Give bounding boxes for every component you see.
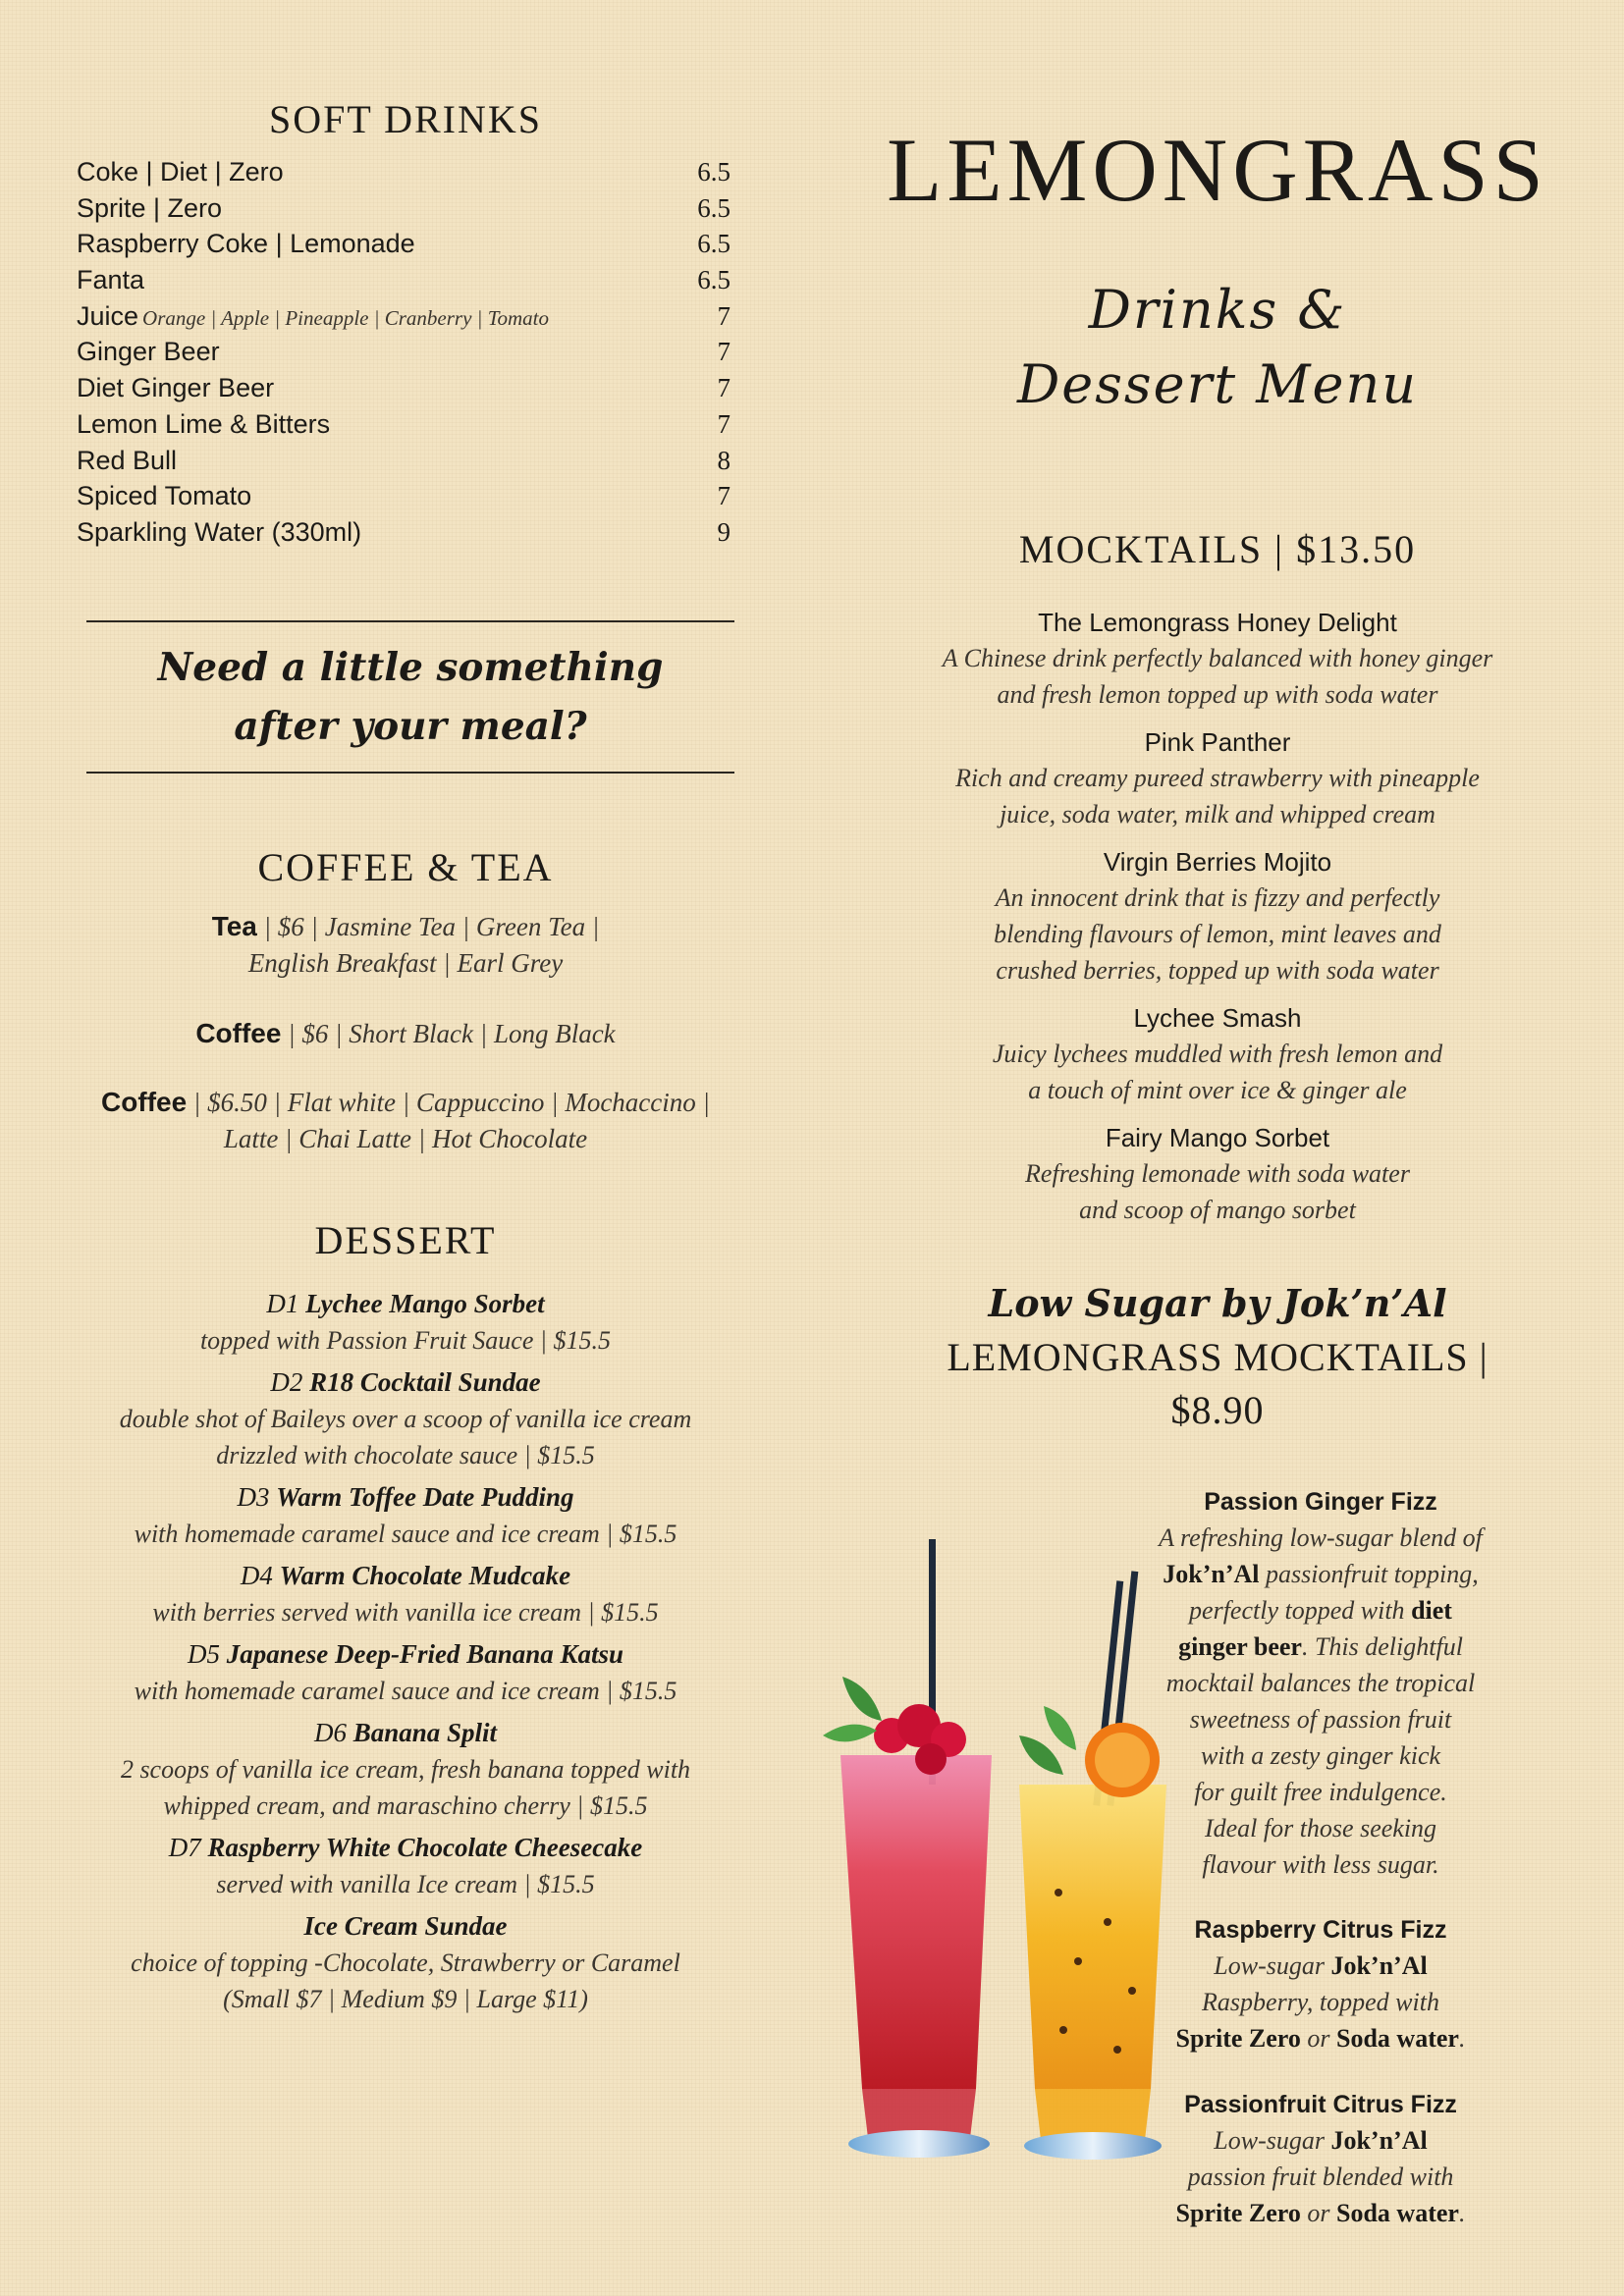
fizz-desc-line: with a zesty ginger kick [1200,1741,1441,1770]
dessert-list [77,1286,734,2023]
menu-subtitle [864,273,1571,422]
mocktail-desc: A Chinese drink perfectly balanced with honey ginger [942,644,1493,672]
mixer-name: Soda water [1336,2199,1459,2227]
dessert-name [77,1715,734,1751]
fizz-desc-line: sweetness of passion fruit [1189,1705,1452,1734]
dessert-name [77,1558,734,1594]
fizz-desc-line: mocktail balances the tropical [1165,1669,1476,1697]
dessert-name [77,1830,734,1866]
fizz-desc-line [1139,2020,1502,2056]
drink-price: 7 [717,300,731,331]
mixer-name: Sprite Zero [1175,2024,1301,2053]
drink-price: 8 [717,445,731,475]
mocktail-desc: Juicy lychees muddled with fresh lemon and [992,1040,1443,1068]
fizz-desc [1139,1948,1502,2056]
coffee-tea-heading: COFFEE & TEA [257,845,554,889]
dessert-code: D2 [270,1367,310,1397]
drink-price: 7 [717,481,731,511]
list-item [77,409,731,446]
mocktail-desc: Refreshing lemonade with soda water [1025,1159,1410,1188]
tagline-line: Need a little something [157,645,664,690]
list-item [77,193,731,230]
dessert-desc: double shot of Baileys over a scoop of vanilla ice cream [119,1405,692,1433]
dessert-title: Lychee Mango Sorbet [305,1289,545,1318]
drink-price: 6.5 [697,265,731,295]
fizz-desc-line [1139,2195,1502,2231]
fizz-desc-line [1139,1592,1502,1629]
fizz-name: Passionfruit Citrus Fizz [1184,2091,1457,2118]
list-item [77,1479,734,1552]
low-sugar-subtitle-line: LEMONGRASS MOCKTAILS | [947,1335,1489,1379]
dessert-title: R18 Cocktail Sundae [309,1367,541,1397]
fizz-desc-text: or [1300,2199,1337,2227]
coffee-label: Coffee [101,1087,188,1117]
fizz-desc-line [1139,1948,1502,1984]
drink-price: 7 [717,408,731,439]
mocktail-list [864,605,1571,1240]
dessert-code: D6 [313,1718,353,1747]
mocktail-desc: and scoop of mango sorbet [1079,1196,1356,1224]
soft-drinks-heading: SOFT DRINKS [269,97,542,141]
dessert-desc: topped with Passion Fruit Sauce | $15.5 [199,1326,612,1355]
fizz-desc-line: Ideal for those seeking [1204,1814,1437,1842]
mint-leaf [1019,1735,1063,1775]
brand-name: Jok’n’Al [1330,1951,1428,1980]
dessert-title: Japanese Deep-Fried Banana Katsu [226,1639,624,1669]
dessert-desc: 2 scoops of vanilla ice cream, fresh banana topped with [120,1755,691,1784]
tea-label: Tea [211,911,257,941]
list-item [77,1636,734,1709]
dessert-heading: DESSERT [314,1218,497,1262]
fizz-desc-line: passion fruit blended with [1187,2163,1454,2191]
tagline-line: after your meal? [234,704,587,749]
drink-name: Lemon Lime & Bitters [77,408,331,439]
low-sugar-subtitle [864,1331,1571,1437]
orange-slice-inner [1095,1733,1150,1788]
low-sugar-title: Low Sugar by Jok’n’Al [988,1281,1447,1325]
drink-price: 6.5 [697,157,731,187]
drink-name: Raspberry Coke | Lemonade [77,229,415,259]
dessert-code: D3 [237,1482,277,1512]
tagline [86,638,734,756]
divider [86,772,734,774]
mocktail-name: Fairy Mango Sorbet [1105,1123,1330,1152]
list-item [77,157,731,193]
mint-leaf [842,1677,882,1721]
coffee-entry [77,1084,734,1157]
list-item [77,1558,734,1630]
mocktail-desc: a touch of mint over ice & ginger ale [1028,1076,1407,1104]
dessert-title: Warm Chocolate Mudcake [279,1561,571,1590]
fizz-desc-line [1139,1629,1502,1665]
fizz-desc-line [1139,2122,1502,2159]
dessert-name [77,1908,734,1945]
mocktail-name: Virgin Berries Mojito [1103,847,1332,877]
coffee-entry [77,1015,734,1052]
fizz-desc-line: for guilt free indulgence. [1194,1778,1447,1806]
tea-entry [77,908,734,982]
drink-name: Sprite | Zero [77,192,223,223]
list-item [77,1286,734,1359]
dessert-desc: with berries served with vanilla ice cream | $15.5 [152,1598,659,1627]
dessert-name [77,1636,734,1673]
drink-name: Juice [77,300,139,331]
fizz-desc [1139,1520,1502,1883]
list-item [864,605,1571,713]
dessert-desc: choice of topping -Chocolate, Strawberry or Caramel [131,1949,680,1977]
mocktail-desc: An innocent drink that is fizzy and perfectly [995,883,1440,912]
drink-price: 7 [717,337,731,367]
fizz-desc-text: Low-sugar [1214,1951,1331,1980]
low-sugar-price: $8.90 [1170,1388,1265,1432]
dessert-name [77,1286,734,1322]
fizz-desc-text: . [1458,2199,1466,2227]
fizz-desc-text: perfectly topped with [1189,1596,1412,1625]
fizz-desc-text: Low-sugar [1214,2126,1331,2155]
dessert-title: Banana Split [352,1718,498,1747]
restaurant-title: LEMONGRASS [887,120,1548,220]
coffee-options: | $6.50 | Flat white | Cappuccino | Mochaccino | [187,1088,710,1117]
coffee-options-cont: Latte | Chai Latte | Hot Chocolate [223,1124,588,1153]
dessert-title: Raspberry White Chocolate Cheesecake [207,1833,643,1862]
dessert-title: Warm Toffee Date Pudding [276,1482,574,1512]
mocktail-desc: Rich and creamy pureed strawberry with pineapple [955,764,1480,792]
dessert-desc: (Small $7 | Medium $9 | Large $11) [223,1985,588,2013]
divider [86,620,734,622]
fizz-desc-text: . [1458,2024,1466,2053]
mocktail-name: The Lemongrass Honey Delight [1038,608,1397,637]
drink-name: Diet Ginger Beer [77,373,275,403]
fizz-item [1139,2087,1502,2231]
drink-name: Sparkling Water (330ml) [77,516,362,547]
mocktail-desc: juice, soda water, milk and whipped cream [1000,800,1435,828]
fizz-item [1139,1912,1502,2056]
yellow-glass-base [1024,2132,1162,2160]
tea-options-cont: English Breakfast | Earl Grey [247,948,564,978]
mixer-name: diet [1411,1596,1452,1625]
mixer-name: ginger beer [1178,1632,1302,1661]
dessert-code: D4 [240,1561,280,1590]
list-item [864,844,1571,988]
dessert-desc: drizzled with chocolate sauce | $15.5 [216,1441,595,1469]
fizz-desc-text: passionfruit topping, [1259,1560,1479,1588]
raspberry [915,1743,947,1775]
dessert-code: D7 [168,1833,208,1862]
list-item [864,724,1571,832]
coffee-options: | $6 | Short Black | Long Black [281,1019,616,1048]
list-item [77,1715,734,1824]
list-item [77,517,731,554]
drink-price: 6.5 [697,229,731,259]
brand-name: Jok’n’Al [1163,1560,1260,1588]
subtitle-line: Dessert Menu [1016,353,1419,415]
tea-options: | $6 | Jasmine Tea | Green Tea | [256,912,600,941]
dessert-code: D5 [187,1639,227,1669]
list-item [77,337,731,373]
fizz-desc-line [1139,1556,1502,1592]
two-mocktail-glasses-illustration [823,1539,1176,2177]
mint-leaf [1044,1706,1076,1750]
drink-price: 7 [717,373,731,403]
dessert-title: Ice Cream Sundae [303,1911,508,1941]
mocktail-name: Pink Panther [1144,727,1291,757]
drink-name: Spiced Tomato [77,481,252,511]
fizz-desc-line: flavour with less sugar. [1202,1850,1439,1879]
dessert-desc: whipped cream, and maraschino cherry | $15.5 [163,1791,648,1820]
dessert-desc: with homemade caramel sauce and ice cream | $15.5 [134,1520,677,1548]
dessert-desc: served with vanilla Ice cream | $15.5 [216,1870,595,1898]
list-item [77,301,731,338]
fizz-desc [1139,2122,1502,2231]
list-item [77,1364,734,1473]
list-item [864,1000,1571,1108]
drink-options: Orange | Apple | Pineapple | Cranberry | Tomato [142,305,549,330]
list-item [864,1120,1571,1228]
drink-name: Ginger Beer [77,337,220,367]
mocktail-desc: and fresh lemon topped up with soda water [997,680,1438,709]
fizz-name: Passion Ginger Fizz [1204,1488,1437,1516]
fizz-desc-line: A refreshing low-sugar blend of [1159,1523,1483,1552]
drink-name: Coke | Diet | Zero [77,157,284,187]
fizz-name: Raspberry Citrus Fizz [1194,1916,1447,1944]
list-item [77,1830,734,1902]
subtitle-line: Drinks & [1088,279,1347,341]
dessert-name [77,1479,734,1516]
mocktails-heading: MOCKTAILS | $13.50 [1018,527,1417,571]
coffee-label: Coffee [195,1018,282,1048]
fizz-desc-text: or [1300,2024,1337,2053]
list-item [77,373,731,409]
mixer-name: Soda water [1336,2024,1459,2053]
dessert-name [77,1364,734,1401]
list-item [77,229,731,265]
brand-name: Jok’n’Al [1330,2126,1428,2155]
mint-leaf [823,1725,877,1742]
drink-price: 9 [717,516,731,547]
mocktail-desc: blending flavours of lemon, mint leaves and [994,920,1441,948]
fizz-item [1139,1484,1502,1883]
mixer-name: Sprite Zero [1175,2199,1301,2227]
drink-name: Red Bull [77,445,178,475]
list-item [77,446,731,482]
dessert-code: D1 [266,1289,306,1318]
red-drink-glass [840,1755,992,2089]
dessert-desc: with homemade caramel sauce and ice cream | $15.5 [134,1677,677,1705]
yellow-drink-glass [1019,1785,1166,2089]
red-glass-base [848,2130,990,2158]
mocktail-desc: crushed berries, topped up with soda water [996,956,1439,985]
drink-price: 6.5 [697,192,731,223]
fizz-desc-line: Raspberry, topped with [1202,1988,1439,2016]
mocktail-name: Lychee Smash [1133,1003,1302,1033]
fizz-desc-text: . This delightful [1301,1632,1463,1661]
list-item [77,481,731,517]
drink-name: Fanta [77,265,145,295]
list-item [77,265,731,301]
list-item [77,1908,734,2017]
soft-drinks-list [77,157,731,554]
